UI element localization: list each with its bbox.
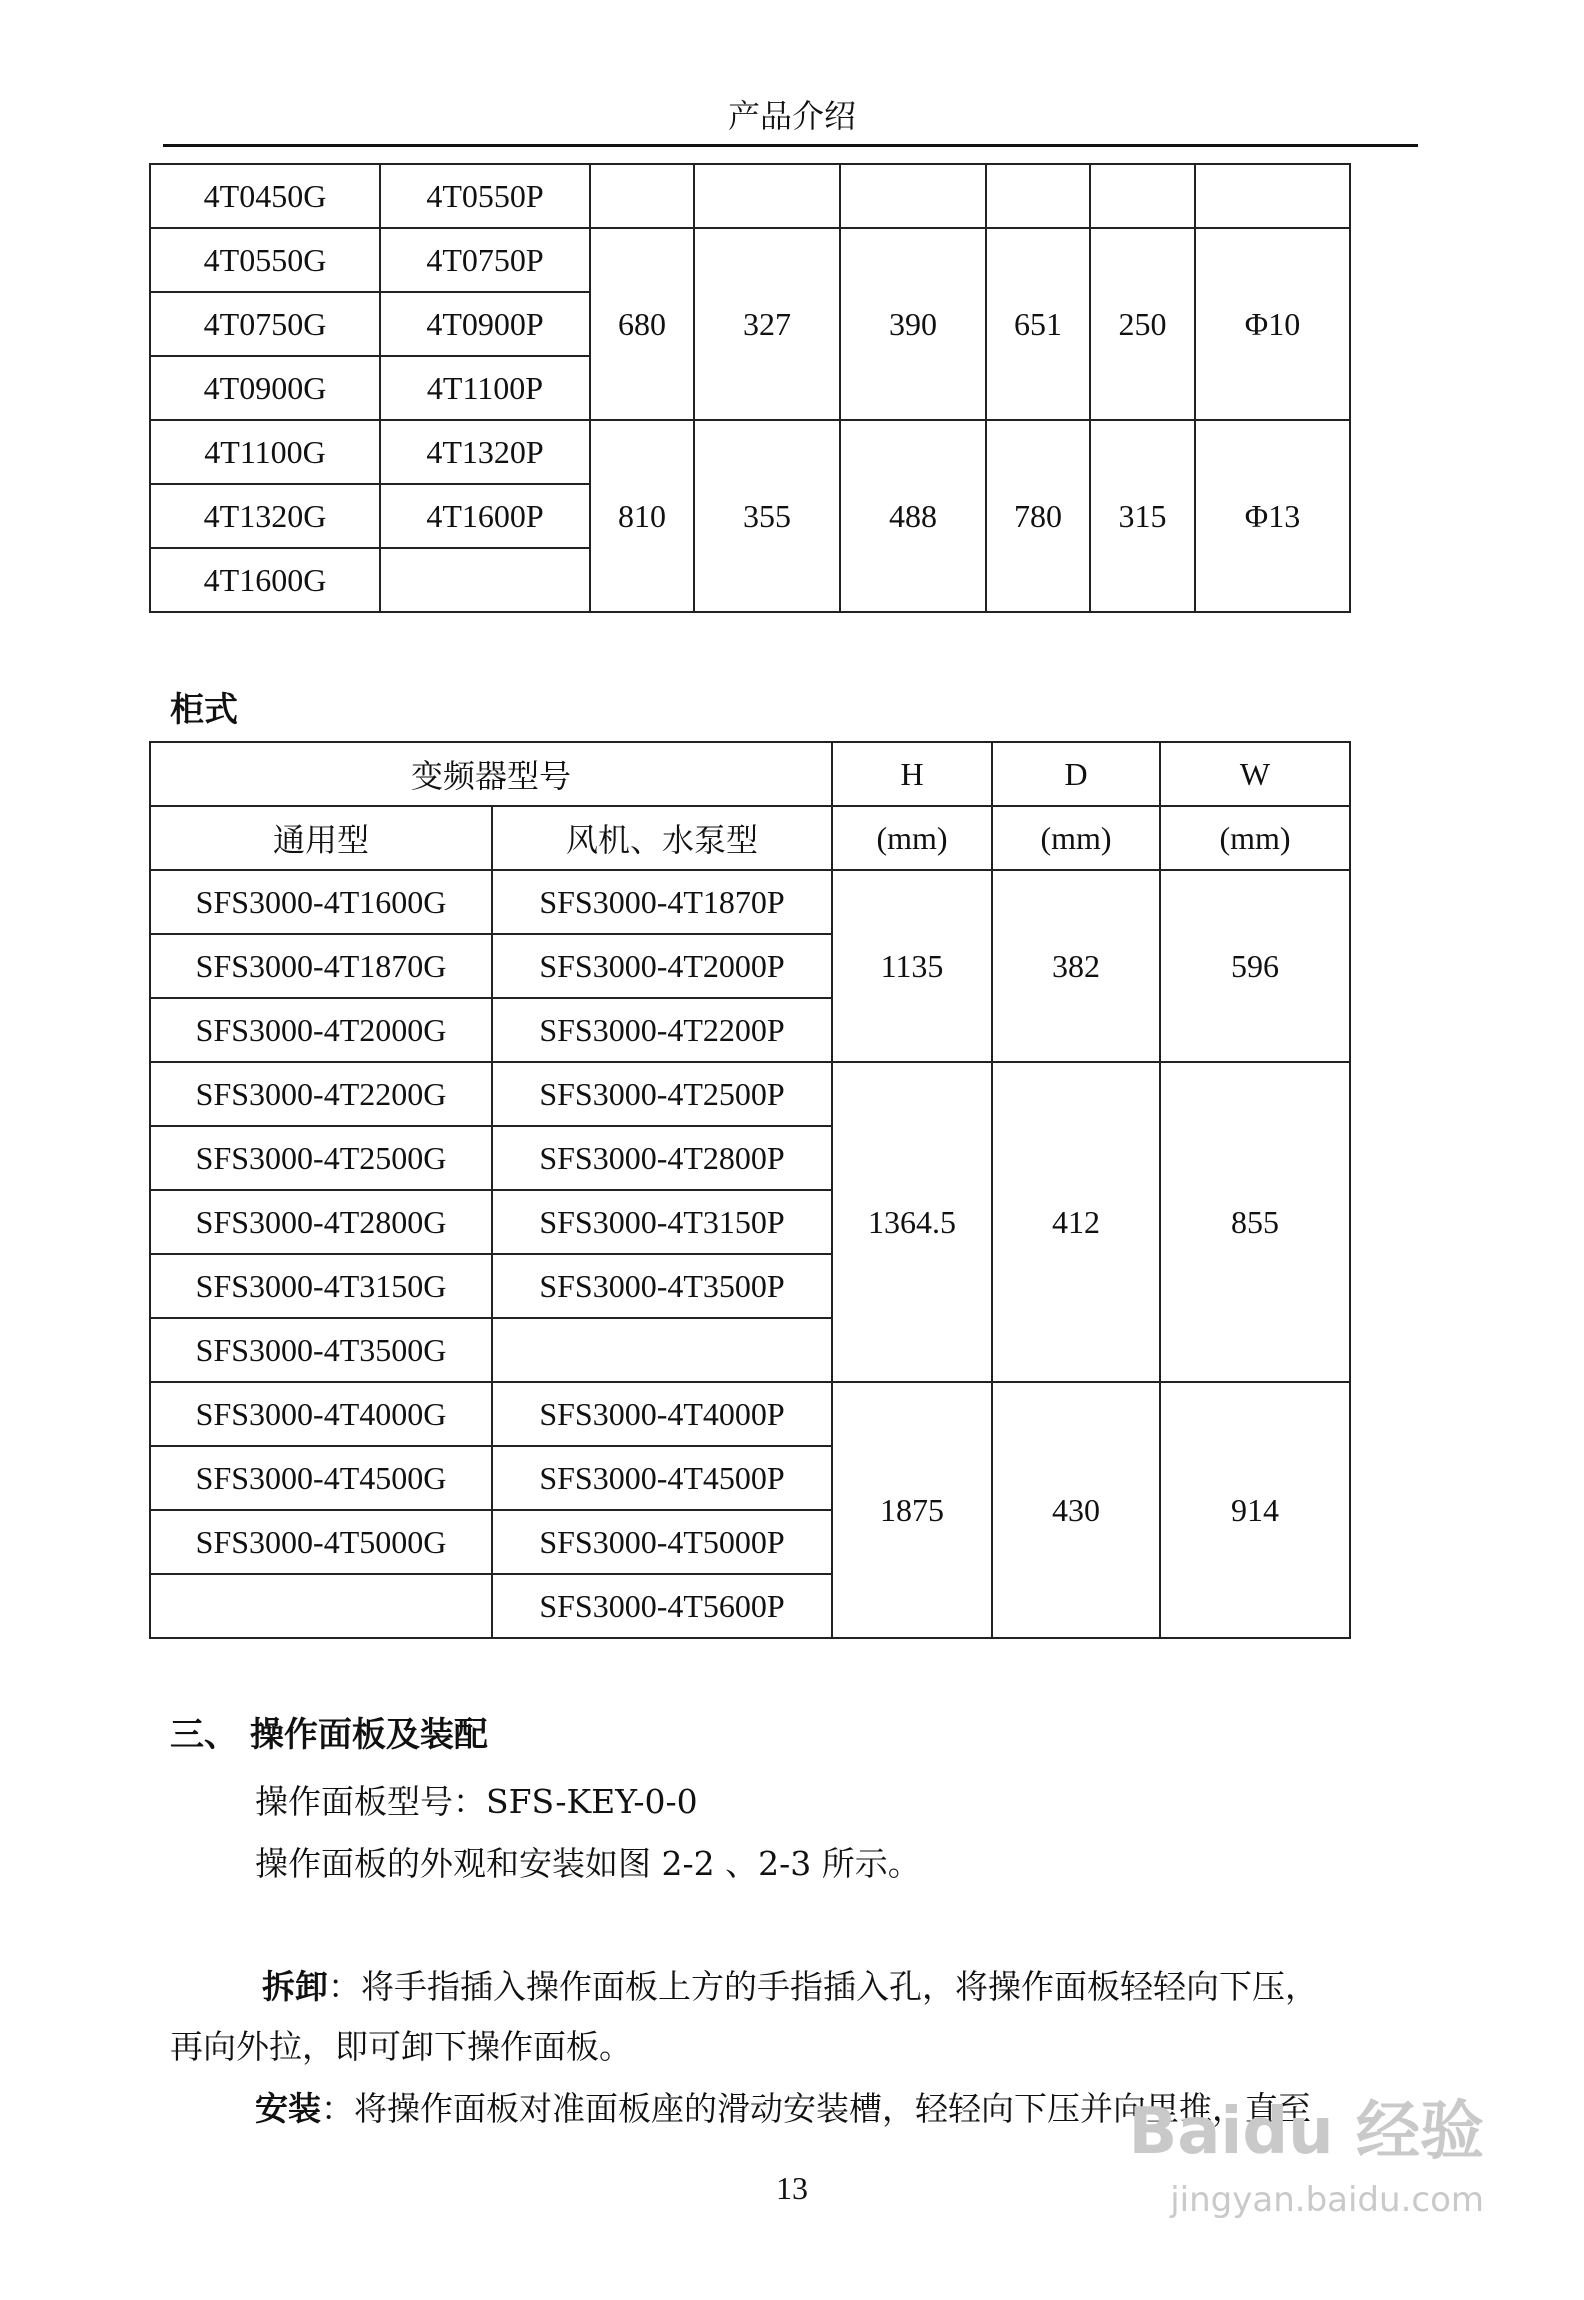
table-cell: SFS3000-4T1600G xyxy=(150,870,492,934)
table-cell: 596 xyxy=(1160,870,1350,1062)
table-cell: 4T0900P xyxy=(380,292,590,356)
table-cell: SFS3000-4T4500P xyxy=(492,1446,832,1510)
table-header-row xyxy=(150,806,1350,870)
table-cell: 4T1600P xyxy=(380,484,590,548)
table-row xyxy=(150,164,1350,228)
header-unit: (mm) xyxy=(832,806,992,870)
table-cell: SFS3000-4T1870G xyxy=(150,934,492,998)
table-cell: 4T0900G xyxy=(150,356,380,420)
table-cell: 412 xyxy=(992,1062,1160,1382)
table-cell: 4T0450G xyxy=(150,164,380,228)
table-cell: SFS3000-4T2500G xyxy=(150,1126,492,1190)
table-cell: 680 xyxy=(590,228,694,420)
table-cell: SFS3000-4T4000P xyxy=(492,1382,832,1446)
table-cell: 1364.5 xyxy=(832,1062,992,1382)
header-unit: (mm) xyxy=(1160,806,1350,870)
section-heading: 三、 操作面板及装配 xyxy=(170,1715,488,1755)
table-cell: 1875 xyxy=(832,1382,992,1638)
table-cell: 4T1600G xyxy=(150,548,380,612)
table-cell: SFS3000-4T2200P xyxy=(492,998,832,1062)
remove-label: 拆卸 xyxy=(262,1967,328,2006)
install-text: ：将操作面板对准面板座的滑动安装槽，轻轻向下压并向里推，直至 xyxy=(321,2089,1311,2128)
table-row xyxy=(150,228,1350,292)
header-rule xyxy=(163,144,1418,147)
header-d: D xyxy=(992,742,1160,806)
table-cell: Φ10 xyxy=(1195,228,1350,420)
table-cell: 780 xyxy=(986,420,1090,612)
table-cell: 4T0750P xyxy=(380,228,590,292)
table-cell: SFS3000-4T2000P xyxy=(492,934,832,998)
panel-model-line: 操作面板型号：SFS-KEY-0-0 xyxy=(255,1782,698,1821)
table-cell: 855 xyxy=(1160,1062,1350,1382)
table-cell: SFS3000-4T2200G xyxy=(150,1062,492,1126)
table-cell: 315 xyxy=(1090,420,1195,612)
table-cell: SFS3000-4T3150G xyxy=(150,1254,492,1318)
table-cell xyxy=(986,164,1090,228)
table-row xyxy=(150,420,1350,484)
table-cell: SFS3000-4T5000G xyxy=(150,1510,492,1574)
table-cell xyxy=(840,164,986,228)
header-h: H xyxy=(832,742,992,806)
table-cell: SFS3000-4T2800P xyxy=(492,1126,832,1190)
table-cell: 4T1100P xyxy=(380,356,590,420)
watermark-logo: Baidu 经验 xyxy=(1128,2095,1484,2169)
header-general: 通用型 xyxy=(150,806,492,870)
header-model: 变频器型号 xyxy=(150,742,832,806)
panel-desc-line: 操作面板的外观和安装如图 2-2 、2-3 所示。 xyxy=(255,1844,921,1883)
table-cell: 488 xyxy=(840,420,986,612)
table-cell: 4T0750G xyxy=(150,292,380,356)
table-cell: SFS3000-4T2000G xyxy=(150,998,492,1062)
table-cell: 4T1320P xyxy=(380,420,590,484)
table-row xyxy=(150,1382,1350,1446)
table-cell: 1135 xyxy=(832,870,992,1062)
table-cell xyxy=(1195,164,1350,228)
table-cell xyxy=(590,164,694,228)
table-cell: 4T1320G xyxy=(150,484,380,548)
table-cell: SFS3000-4T2500P xyxy=(492,1062,832,1126)
table-cell: SFS3000-4T2800G xyxy=(150,1190,492,1254)
watermark-url: jingyan.baidu.com xyxy=(1170,2180,1484,2220)
remove-text-line1: ：将手指插入操作面板上方的手指插入孔，将操作面板轻轻向下压， xyxy=(328,1967,1318,2006)
table-cell: 4T0550G xyxy=(150,228,380,292)
table-cell xyxy=(694,164,840,228)
table-cell xyxy=(150,1574,492,1638)
table-cell: 327 xyxy=(694,228,840,420)
table-cell: SFS3000-4T4000G xyxy=(150,1382,492,1446)
table-cell: Φ13 xyxy=(1195,420,1350,612)
install-label: 安装 xyxy=(255,2089,321,2128)
table-cell xyxy=(1090,164,1195,228)
table-cell: 250 xyxy=(1090,228,1195,420)
table-cell: 390 xyxy=(840,228,986,420)
table-row xyxy=(150,870,1350,934)
remove-text-line2: 再向外拉，即可卸下操作面板。 xyxy=(170,2027,632,2066)
table-cell: SFS3000-4T4500G xyxy=(150,1446,492,1510)
table-cell: SFS3000-4T3500P xyxy=(492,1254,832,1318)
table-header-row xyxy=(150,742,1350,806)
table-cell: SFS3000-4T3150P xyxy=(492,1190,832,1254)
header-w: W xyxy=(1160,742,1350,806)
watermark xyxy=(1124,2080,1484,2270)
table-cell xyxy=(492,1318,832,1382)
header-unit: (mm) xyxy=(992,806,1160,870)
page-header-title: 产品介绍 xyxy=(727,97,856,135)
page-number: 13 xyxy=(776,2170,808,2206)
dimension-table-wall xyxy=(149,163,1351,613)
table-cell: 4T1100G xyxy=(150,420,380,484)
section-label-cabinet: 柜式 xyxy=(170,690,238,730)
table-cell: 430 xyxy=(992,1382,1160,1638)
table-cell: 355 xyxy=(694,420,840,612)
dimension-table-cabinet xyxy=(149,741,1351,1639)
table-cell: 4T0550P xyxy=(380,164,590,228)
table-cell: SFS3000-4T3500G xyxy=(150,1318,492,1382)
remove-paragraph xyxy=(262,1965,1318,2009)
header-fan-pump: 风机、水泵型 xyxy=(492,806,832,870)
table-cell: 810 xyxy=(590,420,694,612)
table-cell xyxy=(380,548,590,612)
table-row xyxy=(150,1062,1350,1126)
table-cell: SFS3000-4T5600P xyxy=(492,1574,832,1638)
table-cell: 914 xyxy=(1160,1382,1350,1638)
table-cell: SFS3000-4T5000P xyxy=(492,1510,832,1574)
table-cell: SFS3000-4T1870P xyxy=(492,870,832,934)
table-cell: 382 xyxy=(992,870,1160,1062)
table-cell: 651 xyxy=(986,228,1090,420)
